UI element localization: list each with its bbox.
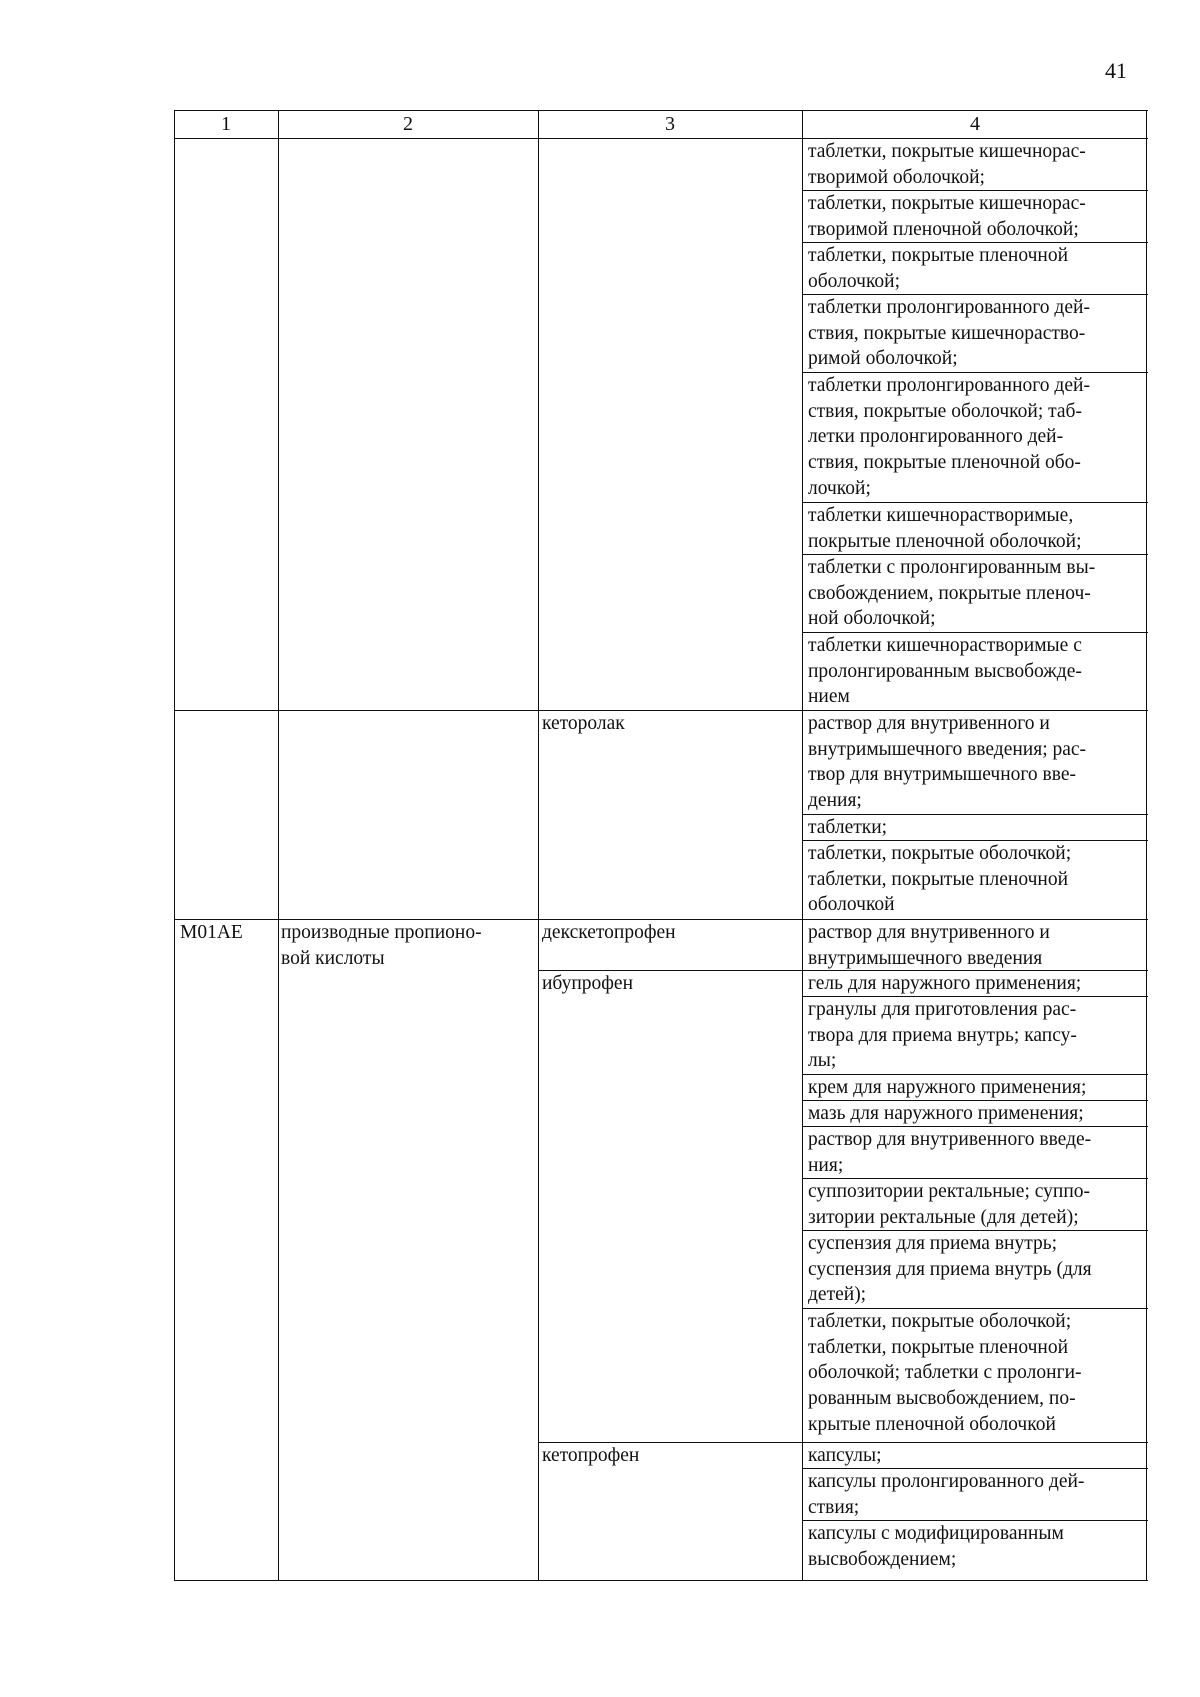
- dosage-form: таблетки кишечнорастворимые с пролонгированным высвобожде- нием: [808, 635, 1082, 708]
- dosage-form: таблетки пролонгированного дей- ствия, покрытые оболочкой; таб- летки пролонгированного дей- ствия, покрытые пленочной обо- лочкой;: [808, 375, 1090, 499]
- dosage-form: капсулы;: [808, 1445, 882, 1466]
- dosage-form: суппозитории ректальные; суппо- зитории ректальные (для детей);: [808, 1181, 1090, 1228]
- dosage-form: таблетки, покрытые кишечнорас- творимой оболочкой;: [808, 141, 1086, 188]
- dosage-form: раствор для внутривенного и внутримышечного введения; рас- твор для внутримышечного вве- дения;: [808, 713, 1087, 812]
- dosage-form: мазь для наружного применения;: [808, 1103, 1084, 1124]
- table-border-right: [1146, 110, 1147, 1580]
- dosage-form: таблетки пролонгированного дей- ствия, покрытые кишечнораство- римой оболочкой;: [808, 297, 1090, 370]
- dosage-form: таблетки, покрытые кишечнорас- творимой пленочной оболочкой;: [808, 193, 1086, 240]
- table-border-bottom: [174, 1580, 1148, 1581]
- dosage-form: гель для наружного применения;: [808, 973, 1082, 994]
- drug-name-ketorolac: кеторолак: [542, 713, 625, 734]
- dosage-form: таблетки, покрытые пленочной оболочкой;: [808, 245, 1069, 292]
- dosage-form: капсулы пролонгированного дей- ствия;: [808, 1471, 1085, 1518]
- atc-group-name: производные пропионо- вой кислоты: [281, 922, 482, 969]
- column-header-3: 3: [665, 113, 675, 135]
- dosage-form: крем для наружного применения;: [808, 1077, 1087, 1098]
- dosage-form: таблетки;: [808, 817, 888, 838]
- dosage-form: гранулы для приготовления рас- твора для приема внутрь; капсу- лы;: [808, 999, 1077, 1072]
- column-divider-1: [278, 110, 279, 1580]
- column-divider-2: [538, 110, 539, 1580]
- dosage-form: раствор для внутривенного введе- ния;: [808, 1129, 1092, 1176]
- column-header-2: 2: [403, 113, 413, 135]
- dosage-form: таблетки кишечнорастворимые, покрытые пленочной оболочкой;: [808, 505, 1082, 552]
- drug-table: [174, 110, 1148, 1580]
- table-border-left: [174, 110, 175, 1580]
- dosage-form: суспензия для приема внутрь; суспензия для приема внутрь (для детей);: [808, 1233, 1092, 1306]
- page-number: 41: [1105, 58, 1127, 83]
- dosage-form: капсулы с модифицированным высвобождением;: [808, 1523, 1064, 1570]
- drug-name-ibuprofen: ибупрофен: [542, 973, 634, 994]
- dosage-form: раствор для внутривенного и внутримышечного введения: [808, 922, 1050, 969]
- dosage-form: таблетки, покрытые оболочкой; таблетки, покрытые пленочной оболочкой: [808, 843, 1072, 916]
- dosage-form: таблетки с пролонгированным вы- свобождением, покрытые пленоч- ной оболочкой;: [808, 557, 1096, 630]
- column-header-1: 1: [221, 113, 231, 135]
- drug-name-ketoprofen: кетопрофен: [542, 1445, 640, 1466]
- column-header-4: 4: [970, 113, 980, 135]
- column-divider-3: [802, 110, 803, 1580]
- drug-name-dexketoprofen: декскетопрофен: [542, 922, 676, 943]
- dosage-form: таблетки, покрытые оболочкой; таблетки, покрытые пленочной оболочкой; таблетки с пролонги- рованным высвобождением, по- крытые пленочной оболочкой: [808, 1311, 1082, 1435]
- atc-code: M01AE: [180, 922, 243, 943]
